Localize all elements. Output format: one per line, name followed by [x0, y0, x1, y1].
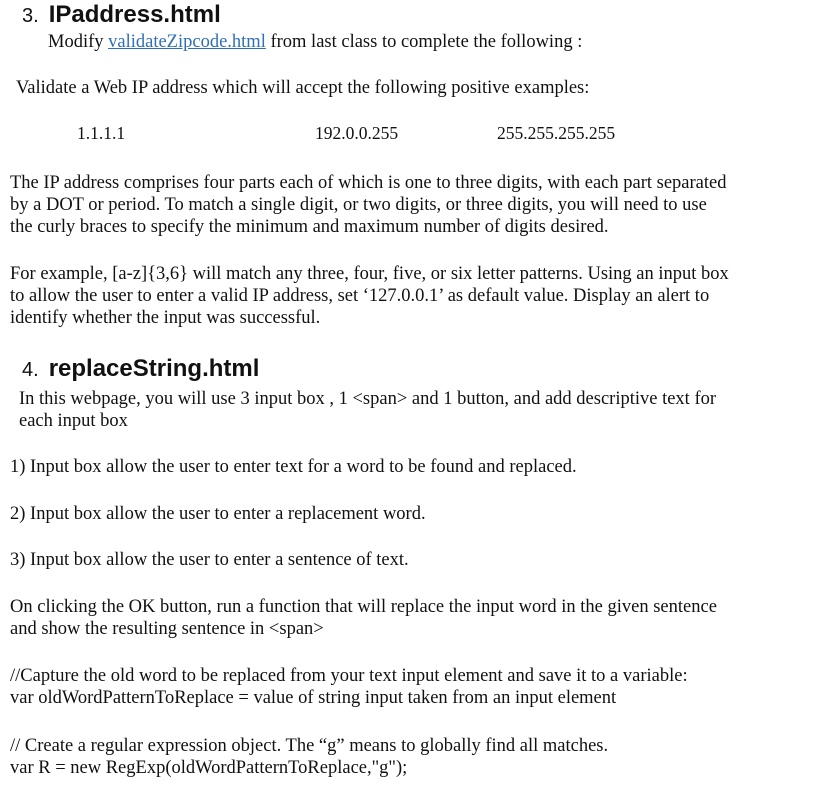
onclick-description-line-2: and show the resulting sentence in <span> — [10, 619, 324, 639]
code-comment-regexp: // Create a regular expression object. The “g” means to globally find all matches. — [10, 736, 609, 756]
section-3-number: 3. — [22, 5, 39, 27]
modify-suffix: from last class to complete the following : — [270, 32, 583, 52]
modify-instruction — [48, 31, 582, 53]
example-ip-2: 192.0.0.255 — [315, 123, 399, 143]
requirement-item-3: 3) Input box allow the user to enter a sentence of text. — [10, 550, 409, 570]
section-4-number: 4. — [22, 359, 39, 381]
requirement-item-2: 2) Input box allow the user to enter a replacement word. — [10, 504, 426, 524]
example-paragraph-line-1: For example, [a-z]{3,6} will match any three, four, five, or six letter patterns. Using an input box — [10, 264, 729, 284]
section-4-heading — [22, 355, 259, 384]
replace-intro-line-2: each input box — [19, 411, 128, 431]
code-comment-capture: //Capture the old word to be replaced from your text input element and save it to a variable: — [10, 666, 688, 686]
onclick-description-line-1: On clicking the OK button, run a function that will replace the input word in the given sentence — [10, 597, 717, 617]
ip-description-line-3: the curly braces to specify the minimum and maximum number of digits desired. — [10, 217, 609, 237]
modify-prefix: Modify — [48, 32, 104, 52]
example-ip-1: 1.1.1.1 — [77, 123, 126, 143]
example-paragraph-line-2: to allow the user to enter a valid IP address, set ‘127.0.0.1’ as default value. Display an alert to — [10, 286, 710, 306]
example-paragraph-line-3: identify whether the input was successful. — [10, 308, 321, 328]
example-ip-3: 255.255.255.255 — [497, 123, 616, 143]
section-3-heading — [22, 1, 221, 30]
code-line-regexp: var R = new RegExp(oldWordPatternToReplace,"g"); — [10, 758, 408, 778]
ip-description-line-1: The IP address comprises four parts each of which is one to three digits, with each part separated — [10, 173, 727, 193]
requirement-item-1: 1) Input box allow the user to enter text for a word to be found and replaced. — [10, 457, 577, 477]
validate-intro: Validate a Web IP address which will accept the following positive examples: — [16, 78, 590, 98]
replace-intro-line-1: In this webpage, you will use 3 input box , 1 <span> and 1 button, and add descriptive text for — [19, 389, 717, 409]
ip-description-line-2: by a DOT or period. To match a single digit, or two digits, or three digits, you will need to use — [10, 195, 707, 215]
section-3-title: IPaddress.html — [48, 1, 221, 28]
section-4-title: replaceString.html — [48, 355, 260, 382]
validate-zipcode-link[interactable]: validateZipcode.html — [108, 32, 266, 52]
code-line-variable: var oldWordPatternToReplace = value of string input taken from an input element — [10, 688, 617, 708]
